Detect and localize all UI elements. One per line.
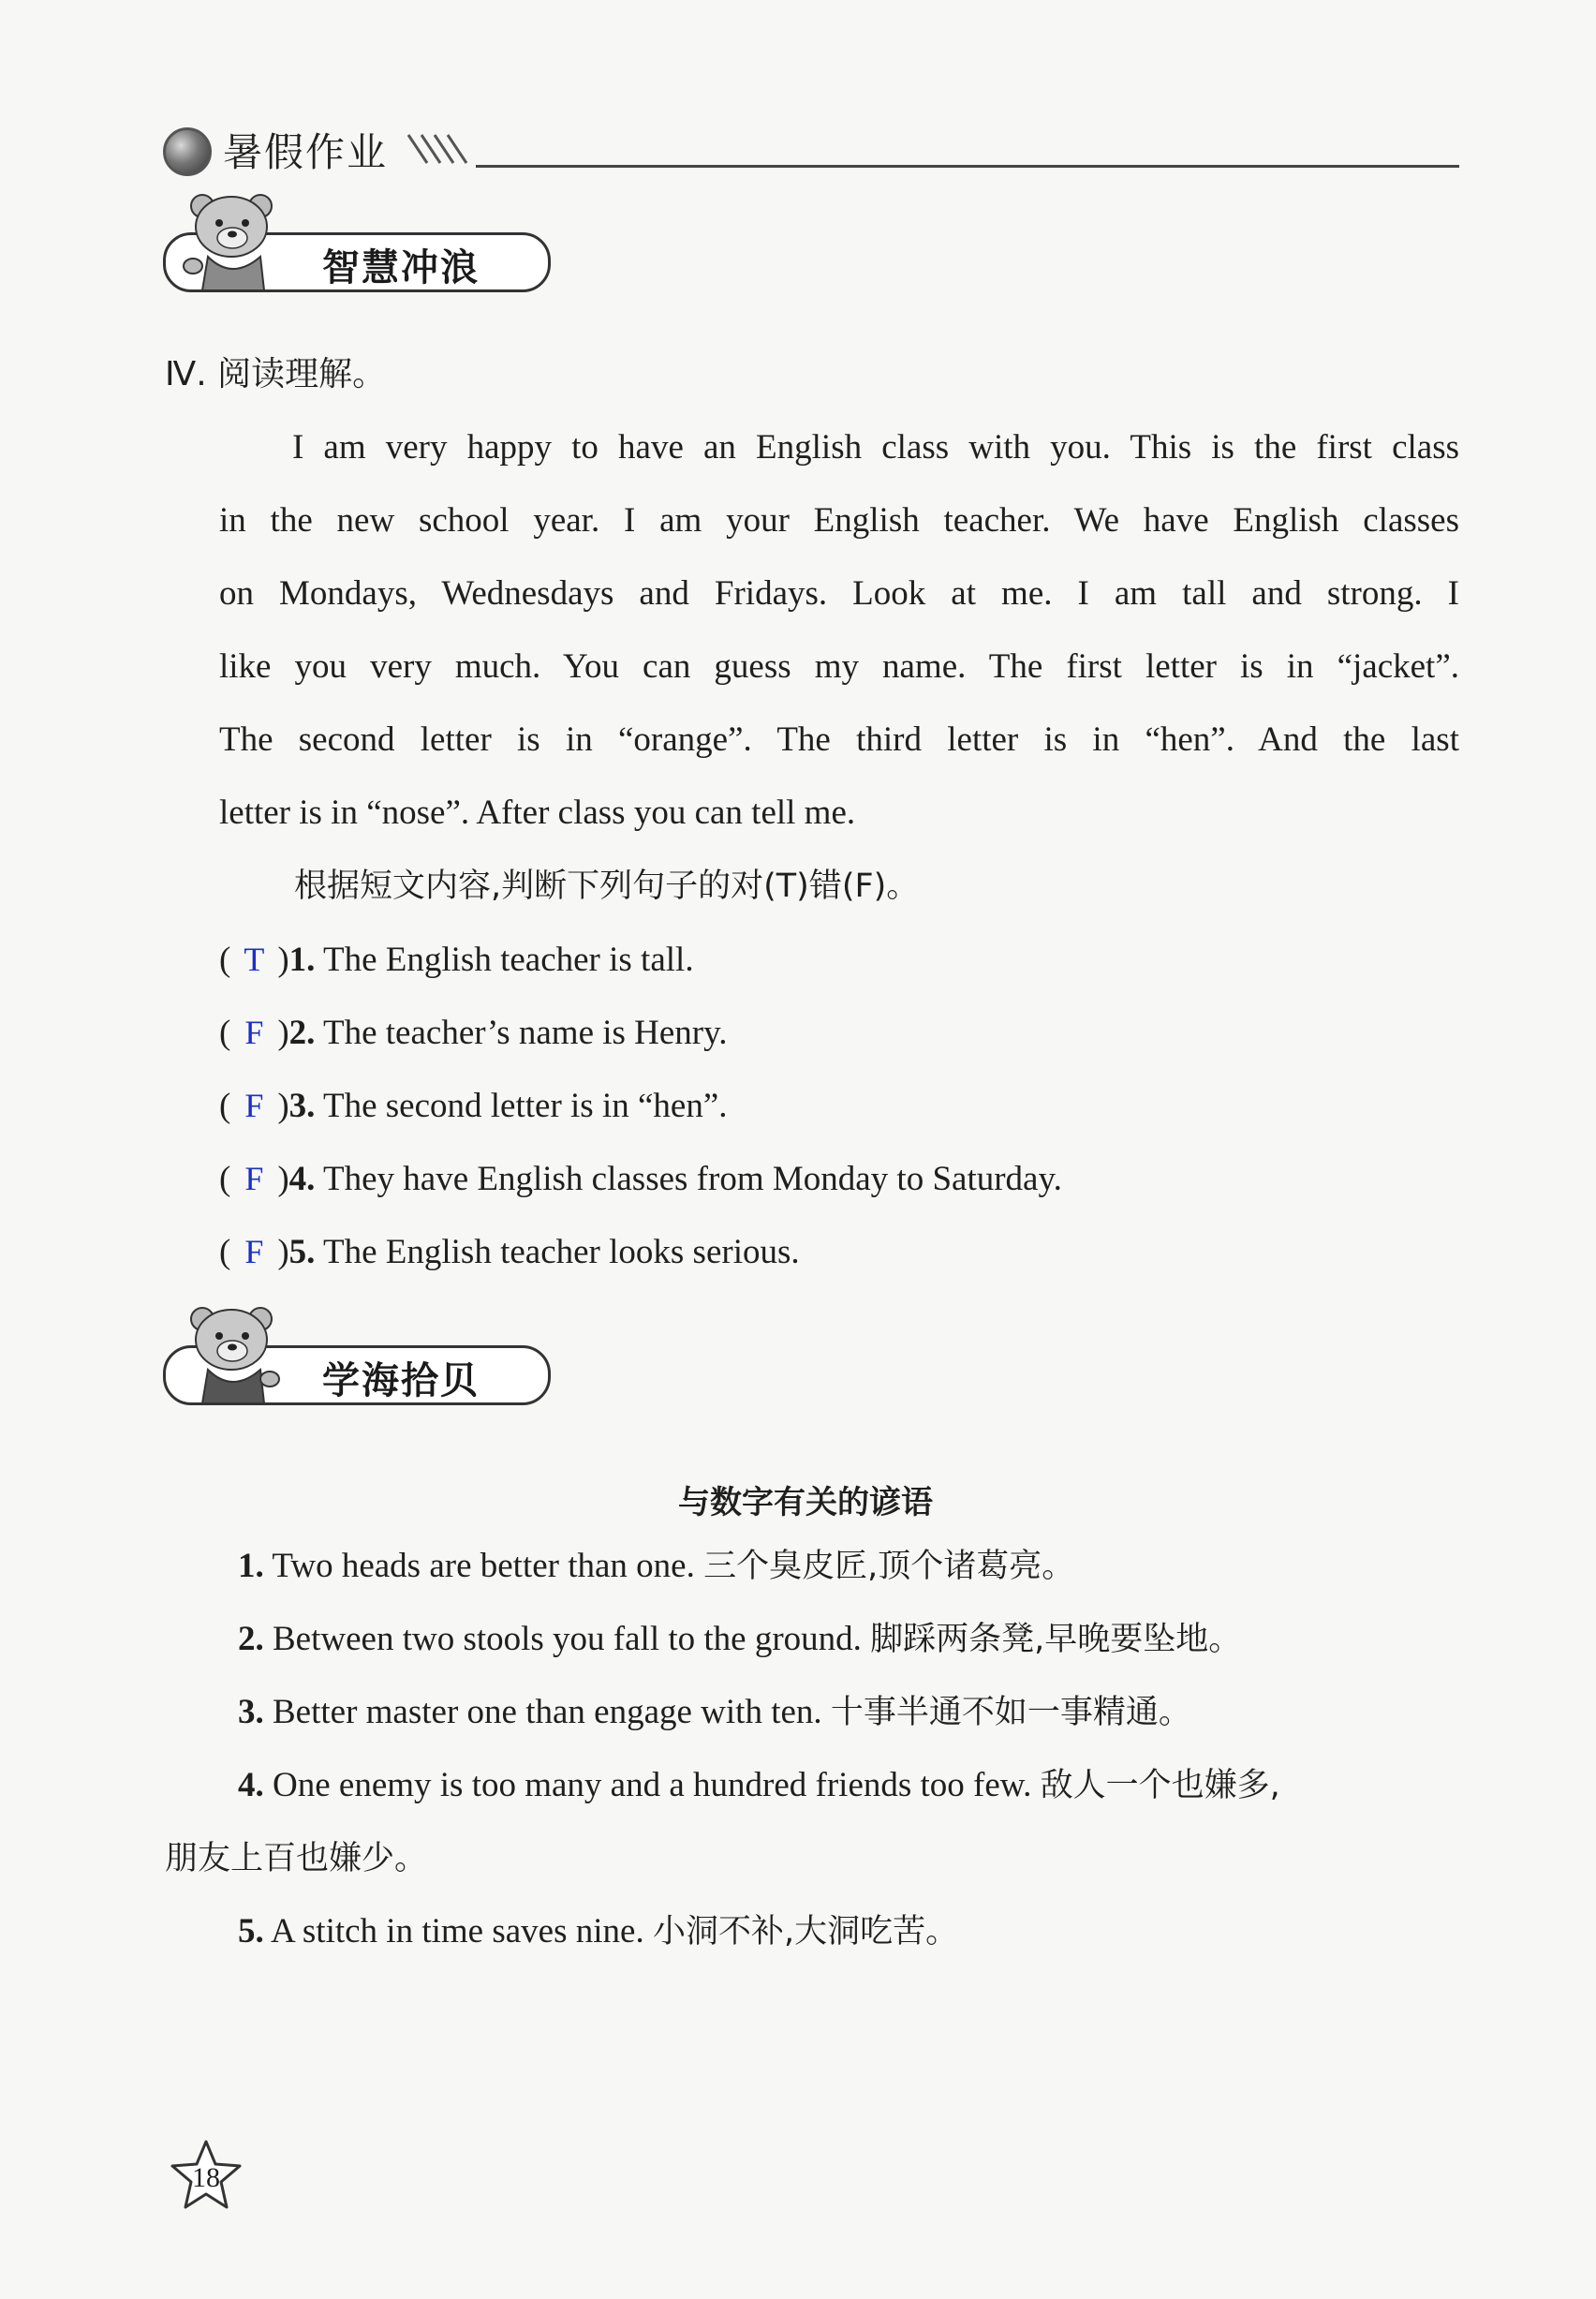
header-badge-icon bbox=[163, 127, 212, 176]
question-number: 3. bbox=[288, 1087, 316, 1125]
proverb-item bbox=[238, 1767, 1280, 1804]
proverb-chinese: 十事半通不如一事精通。 bbox=[830, 1694, 1191, 1731]
header-slashes-icon bbox=[403, 131, 478, 169]
banner-title: 智慧冲浪 bbox=[322, 246, 480, 289]
header-rule bbox=[476, 165, 1459, 168]
question-text: The English teacher is tall. bbox=[323, 941, 694, 979]
answer-mark: F bbox=[244, 1087, 264, 1124]
section-banner-wisdom bbox=[163, 187, 549, 300]
proverb-item bbox=[238, 1621, 1241, 1658]
answer-mark: F bbox=[244, 1233, 264, 1270]
proverbs-title: 与数字有关的谚语 bbox=[678, 1484, 933, 1521]
question-row: ( F )3. The second letter is in “hen”. bbox=[219, 1087, 728, 1125]
bear-mascot-icon bbox=[170, 1300, 311, 1413]
proverb-english: One enemy is too many and a hundred friends too few. bbox=[273, 1766, 1032, 1804]
question-row: ( T )1. The English teacher is tall. bbox=[219, 941, 694, 979]
page-number-badge bbox=[169, 2138, 244, 2213]
proverb-chinese: 小洞不补,大洞吃苦。 bbox=[652, 1913, 959, 1950]
answer-mark: F bbox=[244, 1160, 264, 1197]
passage-line: I am very happy to have an English class with you. This is the first class bbox=[292, 428, 1459, 467]
proverb-chinese: 三个臭皮匠,顶个诸葛亮。 bbox=[703, 1548, 1075, 1585]
passage-line: like you very much. You can guess my name. The first letter is in “jacket”. bbox=[219, 647, 1459, 686]
question-row: ( F )5. The English teacher looks serious. bbox=[219, 1233, 800, 1271]
bear-mascot-icon bbox=[170, 187, 311, 300]
question-number: 4. bbox=[288, 1160, 316, 1198]
question-row: ( F )4. They have English classes from Monday to Saturday. bbox=[219, 1160, 1062, 1198]
question-text: The teacher’s name is Henry. bbox=[323, 1014, 728, 1052]
question-number: 2. bbox=[288, 1014, 316, 1052]
header-title: 暑假作业 bbox=[223, 129, 389, 175]
proverb-number: 1. bbox=[238, 1547, 264, 1585]
answer-mark: T bbox=[244, 941, 265, 978]
proverb-number: 5. bbox=[238, 1912, 264, 1950]
proverb-number: 4. bbox=[238, 1766, 264, 1804]
proverb-english: A stitch in time saves nine. bbox=[270, 1912, 644, 1950]
passage-line: in the new school year. I am your English teacher. We have English classes bbox=[219, 501, 1459, 540]
passage-line: letter is in “nose”. After class you can tell me. bbox=[219, 794, 856, 832]
proverb-chinese-continued: 朋友上百也嫌少。 bbox=[165, 1840, 428, 1877]
question-number: 5. bbox=[288, 1233, 316, 1271]
banner-title: 学海拾贝 bbox=[322, 1359, 480, 1402]
proverb-english: Two heads are better than one. bbox=[272, 1547, 695, 1585]
question-number: 1. bbox=[288, 941, 316, 979]
proverb-chinese: 敌人一个也嫌多, bbox=[1040, 1767, 1280, 1804]
proverb-item bbox=[238, 1548, 1074, 1585]
answer-mark: F bbox=[244, 1014, 264, 1051]
reading-instruction: 根据短文内容,判断下列句子的对(T)错(F)。 bbox=[294, 868, 920, 905]
proverb-item bbox=[238, 1913, 958, 1950]
question-row: ( F )2. The teacher’s name is Henry. bbox=[219, 1014, 728, 1052]
proverb-english: Better master one than engage with ten. bbox=[273, 1693, 822, 1731]
section-banner-treasures bbox=[163, 1300, 549, 1413]
passage-line: The second letter is in “orange”. The third letter is in “hen”. And the last bbox=[219, 720, 1459, 759]
passage-line: on Mondays, Wednesdays and Fridays. Look at me. I am tall and strong. I bbox=[219, 574, 1459, 613]
question-text: The second letter is in “hen”. bbox=[323, 1087, 728, 1125]
proverb-number: 3. bbox=[238, 1693, 264, 1731]
page-number: 18 bbox=[192, 2162, 220, 2193]
reading-heading: Ⅳ. 阅读理解。 bbox=[165, 355, 387, 393]
proverb-english: Between two stools you fall to the ground. bbox=[273, 1620, 862, 1658]
proverb-number: 2. bbox=[238, 1620, 264, 1658]
question-text: The English teacher looks serious. bbox=[323, 1233, 800, 1271]
proverb-chinese: 脚踩两条凳,早晚要坠地。 bbox=[870, 1621, 1242, 1658]
proverb-item bbox=[238, 1694, 1191, 1731]
question-text: They have English classes from Monday to Saturday. bbox=[323, 1160, 1062, 1198]
page-header bbox=[157, 120, 1459, 176]
